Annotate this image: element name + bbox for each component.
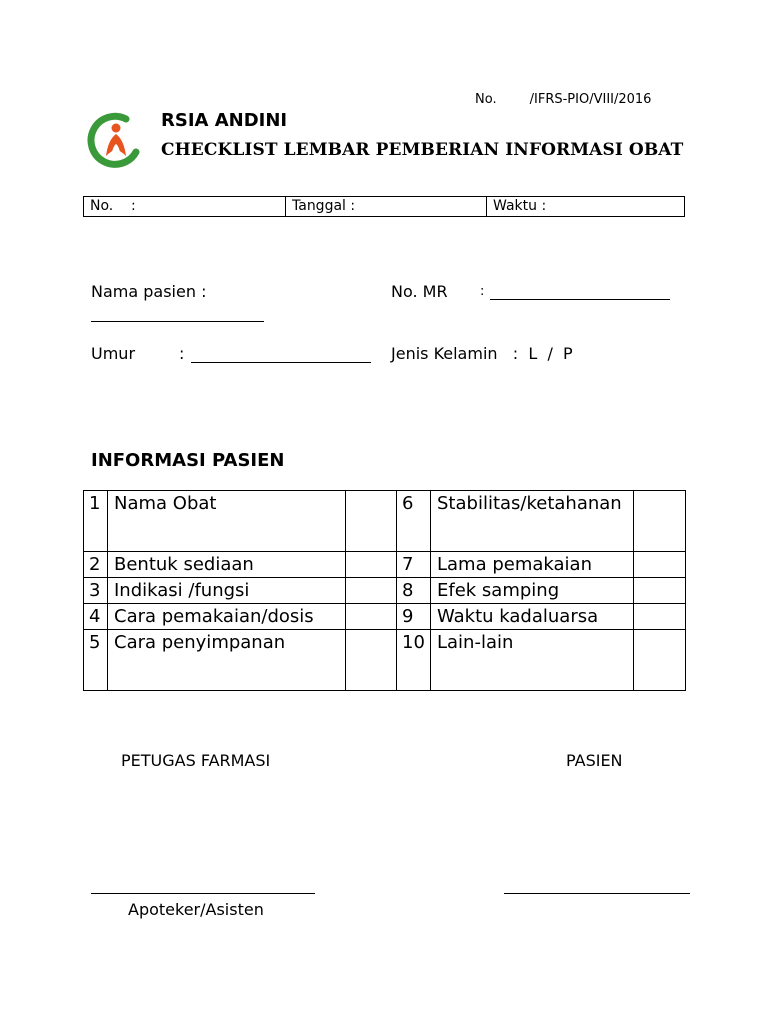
patient-signature-line[interactable]: [504, 893, 690, 894]
item-label: Cara pemakaian/dosis: [108, 604, 346, 630]
item-number: 7: [397, 552, 431, 578]
checkbox-cell[interactable]: [634, 491, 686, 552]
table-row: [84, 491, 686, 552]
item-label: Bentuk sediaan: [108, 552, 346, 578]
item-label: Efek samping: [431, 578, 634, 604]
patient-name-label: Nama pasien :: [91, 282, 207, 301]
item-number: 3: [84, 578, 108, 604]
medical-record-field[interactable]: [490, 299, 670, 300]
item-label: Nama Obat: [108, 491, 346, 552]
table-row: [84, 604, 686, 630]
age-field[interactable]: [191, 362, 371, 363]
table-row: [84, 578, 686, 604]
item-number: 4: [84, 604, 108, 630]
section-heading: INFORMASI PASIEN: [91, 450, 285, 471]
info-cell-date[interactable]: Tanggal :: [285, 197, 486, 216]
checkbox-cell[interactable]: [346, 491, 397, 552]
checkbox-cell[interactable]: [634, 604, 686, 630]
age-colon: :: [179, 344, 185, 363]
checkbox-cell[interactable]: [634, 552, 686, 578]
item-label: Cara penyimpanan: [108, 630, 346, 691]
item-number: 5: [84, 630, 108, 691]
age-label: Umur: [91, 344, 136, 363]
item-number: 9: [397, 604, 431, 630]
checklist-table: [83, 490, 686, 691]
info-cell-time[interactable]: Waktu :: [486, 197, 684, 216]
patient-signature-label: PASIEN: [566, 751, 623, 770]
checkbox-cell[interactable]: [346, 630, 397, 691]
checkbox-cell[interactable]: [634, 630, 686, 691]
medical-record-colon: :: [480, 284, 485, 299]
checkbox-cell[interactable]: [634, 578, 686, 604]
hospital-name: RSIA ANDINI: [161, 110, 288, 131]
item-label: Indikasi /fungsi: [108, 578, 346, 604]
item-label: Lama pemakaian: [431, 552, 634, 578]
form-title: CHECKLIST LEMBAR PEMBERIAN INFORMASI OBAT: [161, 140, 684, 160]
gender-field[interactable]: Jenis Kelamin : L / P: [391, 344, 573, 363]
pharmacy-officer-caption: Apoteker/Asisten: [128, 900, 264, 919]
hospital-logo-icon: [86, 112, 142, 170]
item-number: 6: [397, 491, 431, 552]
item-number: 8: [397, 578, 431, 604]
item-number: 2: [84, 552, 108, 578]
item-label: Lain-lain: [431, 630, 634, 691]
pharmacy-officer-label: PETUGAS FARMASI: [121, 751, 271, 770]
info-row: [83, 196, 685, 217]
document-number: No. /IFRS-PIO/VIII/2016: [475, 92, 652, 107]
info-cell-number[interactable]: No. :: [90, 198, 136, 214]
item-number: 1: [84, 491, 108, 552]
checkbox-cell[interactable]: [346, 604, 397, 630]
pharmacy-officer-signature-line[interactable]: [91, 893, 315, 894]
medical-record-label: No. MR: [391, 282, 448, 301]
checkbox-cell[interactable]: [346, 552, 397, 578]
patient-name-field[interactable]: [91, 321, 264, 322]
table-row: [84, 552, 686, 578]
checkbox-cell[interactable]: [346, 578, 397, 604]
table-row: [84, 630, 686, 691]
item-number: 10: [397, 630, 431, 691]
item-label: Stabilitas/ketahanan: [431, 491, 634, 552]
item-label: Waktu kadaluarsa: [431, 604, 634, 630]
